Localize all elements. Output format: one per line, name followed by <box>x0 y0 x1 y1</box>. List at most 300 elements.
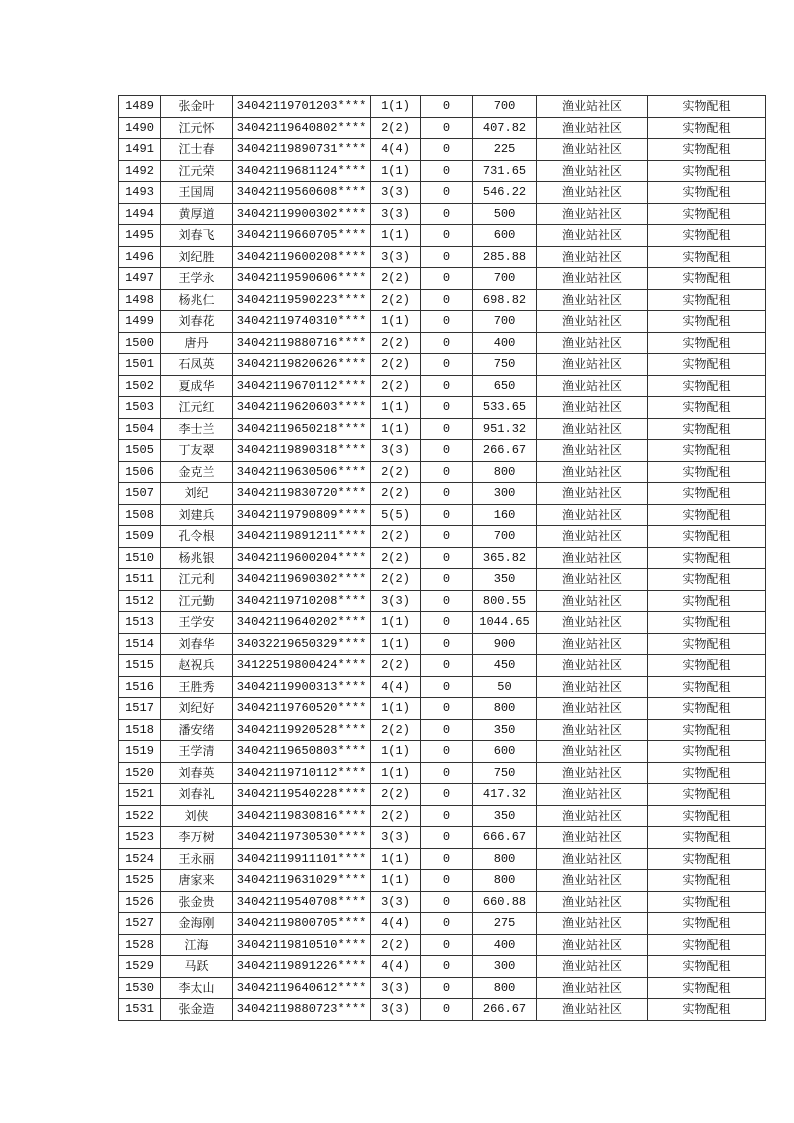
allocation-type-cell: 实物配租 <box>648 891 766 913</box>
table-row <box>119 719 766 741</box>
household-size-cell: 2(2) <box>371 719 421 741</box>
id-number-cell: 34042119710208**** <box>233 590 371 612</box>
household-size-cell: 2(2) <box>371 655 421 677</box>
table-row <box>119 311 766 333</box>
allocation-type-cell: 实物配租 <box>648 762 766 784</box>
row-number-cell: 1520 <box>119 762 161 784</box>
amount-cell: 800 <box>473 461 537 483</box>
row-number-cell: 1494 <box>119 203 161 225</box>
person-name-cell: 黄厚道 <box>161 203 233 225</box>
table-row <box>119 397 766 419</box>
amount-cell: 698.82 <box>473 289 537 311</box>
allocation-type-cell: 实物配租 <box>648 870 766 892</box>
id-number-cell: 34042119760520**** <box>233 698 371 720</box>
zero-value-cell: 0 <box>421 246 473 268</box>
amount-cell: 50 <box>473 676 537 698</box>
person-name-cell: 丁友翠 <box>161 440 233 462</box>
zero-value-cell: 0 <box>421 913 473 935</box>
id-number-cell: 34042119891211**** <box>233 526 371 548</box>
amount-cell: 417.32 <box>473 784 537 806</box>
household-size-cell: 2(2) <box>371 784 421 806</box>
row-number-cell: 1500 <box>119 332 161 354</box>
table-row <box>119 784 766 806</box>
id-number-cell: 34042119650803**** <box>233 741 371 763</box>
person-name-cell: 石凤英 <box>161 354 233 376</box>
person-name-cell: 赵祝兵 <box>161 655 233 677</box>
row-number-cell: 1515 <box>119 655 161 677</box>
table-row <box>119 139 766 161</box>
zero-value-cell: 0 <box>421 999 473 1021</box>
row-number-cell: 1511 <box>119 569 161 591</box>
allocation-type-cell: 实物配租 <box>648 375 766 397</box>
household-size-cell: 3(3) <box>371 827 421 849</box>
household-size-cell: 1(1) <box>371 612 421 634</box>
household-size-cell: 1(1) <box>371 848 421 870</box>
community-cell: 渔业站社区 <box>537 977 648 999</box>
person-name-cell: 刘纪胜 <box>161 246 233 268</box>
household-size-cell: 1(1) <box>371 698 421 720</box>
household-size-cell: 2(2) <box>371 483 421 505</box>
row-number-cell: 1507 <box>119 483 161 505</box>
allocation-type-cell: 实物配租 <box>648 354 766 376</box>
zero-value-cell: 0 <box>421 96 473 118</box>
amount-cell: 800 <box>473 698 537 720</box>
community-cell: 渔业站社区 <box>537 461 648 483</box>
table-row <box>119 870 766 892</box>
id-number-cell: 34042119800705**** <box>233 913 371 935</box>
household-size-cell: 1(1) <box>371 397 421 419</box>
row-number-cell: 1502 <box>119 375 161 397</box>
community-cell: 渔业站社区 <box>537 913 648 935</box>
person-name-cell: 张金叶 <box>161 96 233 118</box>
allocation-type-cell: 实物配租 <box>648 289 766 311</box>
household-size-cell: 2(2) <box>371 547 421 569</box>
table-row <box>119 891 766 913</box>
amount-cell: 285.88 <box>473 246 537 268</box>
amount-cell: 660.88 <box>473 891 537 913</box>
community-cell: 渔业站社区 <box>537 612 648 634</box>
community-cell: 渔业站社区 <box>537 117 648 139</box>
row-number-cell: 1523 <box>119 827 161 849</box>
amount-cell: 450 <box>473 655 537 677</box>
person-name-cell: 金克兰 <box>161 461 233 483</box>
community-cell: 渔业站社区 <box>537 956 648 978</box>
person-name-cell: 王学清 <box>161 741 233 763</box>
person-name-cell: 孔令根 <box>161 526 233 548</box>
table-row <box>119 977 766 999</box>
zero-value-cell: 0 <box>421 547 473 569</box>
community-cell: 渔业站社区 <box>537 225 648 247</box>
household-size-cell: 2(2) <box>371 354 421 376</box>
id-number-cell: 34042119880716**** <box>233 332 371 354</box>
table-row <box>119 999 766 1021</box>
id-number-cell: 34042119590223**** <box>233 289 371 311</box>
person-name-cell: 江元红 <box>161 397 233 419</box>
row-number-cell: 1524 <box>119 848 161 870</box>
table-row <box>119 590 766 612</box>
community-cell: 渔业站社区 <box>537 139 648 161</box>
row-number-cell: 1525 <box>119 870 161 892</box>
amount-cell: 546.22 <box>473 182 537 204</box>
household-size-cell: 4(4) <box>371 913 421 935</box>
table-row <box>119 246 766 268</box>
community-cell: 渔业站社区 <box>537 891 648 913</box>
community-cell: 渔业站社区 <box>537 569 648 591</box>
row-number-cell: 1509 <box>119 526 161 548</box>
table-row <box>119 676 766 698</box>
zero-value-cell: 0 <box>421 504 473 526</box>
allocation-type-cell: 实物配租 <box>648 117 766 139</box>
allocation-type-cell: 实物配租 <box>648 504 766 526</box>
allocation-type-cell: 实物配租 <box>648 246 766 268</box>
person-name-cell: 王国周 <box>161 182 233 204</box>
community-cell: 渔业站社区 <box>537 741 648 763</box>
allocation-type-cell: 实物配租 <box>648 569 766 591</box>
household-size-cell: 1(1) <box>371 418 421 440</box>
amount-cell: 500 <box>473 203 537 225</box>
row-number-cell: 1491 <box>119 139 161 161</box>
zero-value-cell: 0 <box>421 418 473 440</box>
id-number-cell: 34042119880723**** <box>233 999 371 1021</box>
allocation-type-cell: 实物配租 <box>648 96 766 118</box>
community-cell: 渔业站社区 <box>537 96 648 118</box>
amount-cell: 600 <box>473 741 537 763</box>
row-number-cell: 1530 <box>119 977 161 999</box>
allocation-type-cell: 实物配租 <box>648 397 766 419</box>
amount-cell: 666.67 <box>473 827 537 849</box>
community-cell: 渔业站社区 <box>537 526 648 548</box>
id-number-cell: 34042119890731**** <box>233 139 371 161</box>
amount-cell: 750 <box>473 354 537 376</box>
household-size-cell: 1(1) <box>371 311 421 333</box>
amount-cell: 800.55 <box>473 590 537 612</box>
community-cell: 渔业站社区 <box>537 655 648 677</box>
row-number-cell: 1506 <box>119 461 161 483</box>
community-cell: 渔业站社区 <box>537 418 648 440</box>
allocation-type-cell: 实物配租 <box>648 160 766 182</box>
amount-cell: 900 <box>473 633 537 655</box>
row-number-cell: 1496 <box>119 246 161 268</box>
amount-cell: 700 <box>473 311 537 333</box>
person-name-cell: 江元勤 <box>161 590 233 612</box>
amount-cell: 700 <box>473 96 537 118</box>
person-name-cell: 江元荣 <box>161 160 233 182</box>
household-size-cell: 2(2) <box>371 375 421 397</box>
household-size-cell: 3(3) <box>371 999 421 1021</box>
zero-value-cell: 0 <box>421 461 473 483</box>
amount-cell: 650 <box>473 375 537 397</box>
household-size-cell: 2(2) <box>371 268 421 290</box>
amount-cell: 160 <box>473 504 537 526</box>
id-number-cell: 34042119681124**** <box>233 160 371 182</box>
id-number-cell: 34042119670112**** <box>233 375 371 397</box>
community-cell: 渔业站社区 <box>537 999 648 1021</box>
zero-value-cell: 0 <box>421 698 473 720</box>
zero-value-cell: 0 <box>421 526 473 548</box>
amount-cell: 800 <box>473 870 537 892</box>
zero-value-cell: 0 <box>421 160 473 182</box>
person-name-cell: 马跃 <box>161 956 233 978</box>
id-number-cell: 34042119560608**** <box>233 182 371 204</box>
household-size-cell: 1(1) <box>371 870 421 892</box>
id-number-cell: 34042119640802**** <box>233 117 371 139</box>
zero-value-cell: 0 <box>421 762 473 784</box>
person-name-cell: 江元怀 <box>161 117 233 139</box>
allocation-type-cell: 实物配租 <box>648 999 766 1021</box>
id-number-cell: 34042119631029**** <box>233 870 371 892</box>
amount-cell: 600 <box>473 225 537 247</box>
zero-value-cell: 0 <box>421 655 473 677</box>
table-row <box>119 698 766 720</box>
row-number-cell: 1490 <box>119 117 161 139</box>
row-number-cell: 1495 <box>119 225 161 247</box>
table-row <box>119 655 766 677</box>
amount-cell: 800 <box>473 977 537 999</box>
table-row <box>119 827 766 849</box>
id-number-cell: 34042119730530**** <box>233 827 371 849</box>
person-name-cell: 江海 <box>161 934 233 956</box>
allocation-type-cell: 实物配租 <box>648 139 766 161</box>
community-cell: 渔业站社区 <box>537 354 648 376</box>
person-name-cell: 王学安 <box>161 612 233 634</box>
table-row <box>119 461 766 483</box>
zero-value-cell: 0 <box>421 741 473 763</box>
allocation-type-cell: 实物配租 <box>648 633 766 655</box>
id-number-cell: 34042119900302**** <box>233 203 371 225</box>
amount-cell: 266.67 <box>473 999 537 1021</box>
household-size-cell: 3(3) <box>371 440 421 462</box>
zero-value-cell: 0 <box>421 719 473 741</box>
amount-cell: 800 <box>473 848 537 870</box>
household-size-cell: 1(1) <box>371 225 421 247</box>
community-cell: 渔业站社区 <box>537 848 648 870</box>
zero-value-cell: 0 <box>421 934 473 956</box>
id-number-cell: 34042119540708**** <box>233 891 371 913</box>
row-number-cell: 1513 <box>119 612 161 634</box>
community-cell: 渔业站社区 <box>537 483 648 505</box>
amount-cell: 731.65 <box>473 160 537 182</box>
row-number-cell: 1518 <box>119 719 161 741</box>
person-name-cell: 李士兰 <box>161 418 233 440</box>
table-row <box>119 504 766 526</box>
id-number-cell: 34042119710112**** <box>233 762 371 784</box>
allocation-type-cell: 实物配租 <box>648 719 766 741</box>
zero-value-cell: 0 <box>421 483 473 505</box>
id-number-cell: 34042119830816**** <box>233 805 371 827</box>
id-number-cell: 34042119890318**** <box>233 440 371 462</box>
row-number-cell: 1499 <box>119 311 161 333</box>
id-number-cell: 34042119740310**** <box>233 311 371 333</box>
community-cell: 渔业站社区 <box>537 397 648 419</box>
allocation-type-cell: 实物配租 <box>648 956 766 978</box>
table-row <box>119 354 766 376</box>
person-name-cell: 刘侠 <box>161 805 233 827</box>
amount-cell: 750 <box>473 762 537 784</box>
household-size-cell: 2(2) <box>371 526 421 548</box>
community-cell: 渔业站社区 <box>537 311 648 333</box>
person-name-cell: 金海刚 <box>161 913 233 935</box>
id-number-cell: 34042119540228**** <box>233 784 371 806</box>
table-row <box>119 96 766 118</box>
zero-value-cell: 0 <box>421 676 473 698</box>
person-name-cell: 刘纪好 <box>161 698 233 720</box>
person-name-cell: 李万树 <box>161 827 233 849</box>
table-row <box>119 160 766 182</box>
id-number-cell: 34122519800424**** <box>233 655 371 677</box>
household-size-cell: 1(1) <box>371 633 421 655</box>
row-number-cell: 1519 <box>119 741 161 763</box>
id-number-cell: 34042119650218**** <box>233 418 371 440</box>
household-size-cell: 3(3) <box>371 246 421 268</box>
allocation-type-cell: 实物配租 <box>648 977 766 999</box>
community-cell: 渔业站社区 <box>537 590 648 612</box>
zero-value-cell: 0 <box>421 977 473 999</box>
amount-cell: 407.82 <box>473 117 537 139</box>
allocation-type-cell: 实物配租 <box>648 225 766 247</box>
allocation-type-cell: 实物配租 <box>648 612 766 634</box>
row-number-cell: 1531 <box>119 999 161 1021</box>
household-size-cell: 2(2) <box>371 805 421 827</box>
community-cell: 渔业站社区 <box>537 719 648 741</box>
person-name-cell: 刘建兵 <box>161 504 233 526</box>
amount-cell: 951.32 <box>473 418 537 440</box>
community-cell: 渔业站社区 <box>537 440 648 462</box>
table-row <box>119 332 766 354</box>
row-number-cell: 1493 <box>119 182 161 204</box>
table-row <box>119 913 766 935</box>
community-cell: 渔业站社区 <box>537 268 648 290</box>
zero-value-cell: 0 <box>421 848 473 870</box>
community-cell: 渔业站社区 <box>537 827 648 849</box>
allocation-type-cell: 实物配租 <box>648 461 766 483</box>
table-row <box>119 440 766 462</box>
household-size-cell: 4(4) <box>371 956 421 978</box>
allocation-type-cell: 实物配租 <box>648 483 766 505</box>
table-row <box>119 633 766 655</box>
table-row <box>119 375 766 397</box>
allocation-type-cell: 实物配租 <box>648 590 766 612</box>
zero-value-cell: 0 <box>421 332 473 354</box>
row-number-cell: 1522 <box>119 805 161 827</box>
allocation-type-cell: 实物配租 <box>648 913 766 935</box>
amount-cell: 533.65 <box>473 397 537 419</box>
id-number-cell: 34042119911101**** <box>233 848 371 870</box>
household-size-cell: 1(1) <box>371 160 421 182</box>
household-size-cell: 4(4) <box>371 676 421 698</box>
row-number-cell: 1528 <box>119 934 161 956</box>
id-number-cell: 34042119630506**** <box>233 461 371 483</box>
table-row <box>119 268 766 290</box>
table-row <box>119 547 766 569</box>
community-cell: 渔业站社区 <box>537 504 648 526</box>
table-row <box>119 848 766 870</box>
person-name-cell: 唐家来 <box>161 870 233 892</box>
amount-cell: 225 <box>473 139 537 161</box>
table-row <box>119 741 766 763</box>
row-number-cell: 1512 <box>119 590 161 612</box>
person-name-cell: 刘春礼 <box>161 784 233 806</box>
zero-value-cell: 0 <box>421 397 473 419</box>
zero-value-cell: 0 <box>421 805 473 827</box>
community-cell: 渔业站社区 <box>537 676 648 698</box>
allocation-type-cell: 实物配租 <box>648 655 766 677</box>
id-number-cell: 34042119640612**** <box>233 977 371 999</box>
household-size-cell: 1(1) <box>371 741 421 763</box>
amount-cell: 300 <box>473 483 537 505</box>
id-number-cell: 34042119900313**** <box>233 676 371 698</box>
zero-value-cell: 0 <box>421 139 473 161</box>
allocation-type-cell: 实物配租 <box>648 547 766 569</box>
allocation-type-cell: 实物配租 <box>648 440 766 462</box>
id-number-cell: 34042119590606**** <box>233 268 371 290</box>
household-size-cell: 2(2) <box>371 289 421 311</box>
zero-value-cell: 0 <box>421 354 473 376</box>
table-row <box>119 225 766 247</box>
household-size-cell: 3(3) <box>371 891 421 913</box>
table-row <box>119 762 766 784</box>
table-row <box>119 203 766 225</box>
household-size-cell: 5(5) <box>371 504 421 526</box>
table-row <box>119 418 766 440</box>
zero-value-cell: 0 <box>421 891 473 913</box>
person-name-cell: 夏成华 <box>161 375 233 397</box>
zero-value-cell: 0 <box>421 590 473 612</box>
records-table <box>118 95 766 1021</box>
allocation-type-cell: 实物配租 <box>648 784 766 806</box>
id-number-cell: 34042119810510**** <box>233 934 371 956</box>
table-row <box>119 956 766 978</box>
community-cell: 渔业站社区 <box>537 934 648 956</box>
row-number-cell: 1489 <box>119 96 161 118</box>
row-number-cell: 1521 <box>119 784 161 806</box>
community-cell: 渔业站社区 <box>537 203 648 225</box>
row-number-cell: 1504 <box>119 418 161 440</box>
person-name-cell: 潘安绪 <box>161 719 233 741</box>
person-name-cell: 杨兆银 <box>161 547 233 569</box>
amount-cell: 275 <box>473 913 537 935</box>
community-cell: 渔业站社区 <box>537 182 648 204</box>
amount-cell: 700 <box>473 268 537 290</box>
row-number-cell: 1514 <box>119 633 161 655</box>
zero-value-cell: 0 <box>421 117 473 139</box>
community-cell: 渔业站社区 <box>537 698 648 720</box>
household-size-cell: 4(4) <box>371 139 421 161</box>
community-cell: 渔业站社区 <box>537 762 648 784</box>
household-size-cell: 3(3) <box>371 182 421 204</box>
id-number-cell: 34042119620603**** <box>233 397 371 419</box>
id-number-cell: 34042119891226**** <box>233 956 371 978</box>
allocation-type-cell: 实物配租 <box>648 934 766 956</box>
community-cell: 渔业站社区 <box>537 547 648 569</box>
zero-value-cell: 0 <box>421 827 473 849</box>
table-row <box>119 526 766 548</box>
allocation-type-cell: 实物配租 <box>648 203 766 225</box>
allocation-type-cell: 实物配租 <box>648 741 766 763</box>
person-name-cell: 王永丽 <box>161 848 233 870</box>
zero-value-cell: 0 <box>421 182 473 204</box>
allocation-type-cell: 实物配租 <box>648 332 766 354</box>
household-size-cell: 2(2) <box>371 117 421 139</box>
amount-cell: 350 <box>473 805 537 827</box>
row-number-cell: 1492 <box>119 160 161 182</box>
table-row <box>119 569 766 591</box>
zero-value-cell: 0 <box>421 633 473 655</box>
person-name-cell: 王胜秀 <box>161 676 233 698</box>
zero-value-cell: 0 <box>421 289 473 311</box>
amount-cell: 350 <box>473 569 537 591</box>
table-body <box>119 96 766 1021</box>
amount-cell: 400 <box>473 934 537 956</box>
